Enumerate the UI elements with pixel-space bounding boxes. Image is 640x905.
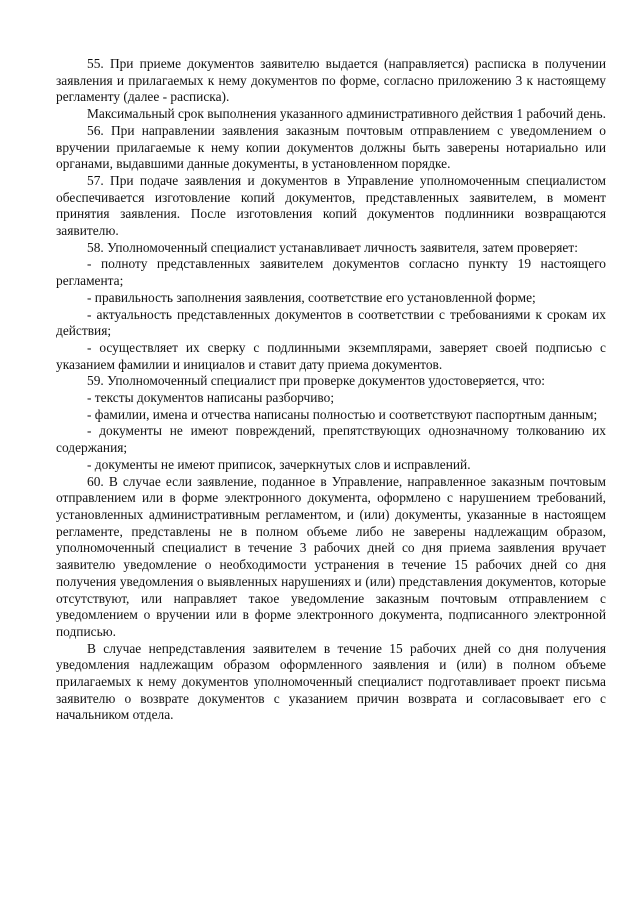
list-item-59-legible: - тексты документов написаны разборчиво; (87, 390, 335, 406)
paragraph-57: 57. При подаче заявления и документов в Управление уполномоченным специалистом обеспечивается изготовление копий документов, представленных заявителем, в момент принятия заявления. После изготовления копий документов подлинники возвращаются заявителю. (56, 172, 606, 239)
list-item-59-corrections: - документы не имеют приписок, зачеркнутых слов и исправлений. (87, 456, 471, 472)
paragraph-55: 55. При приеме документов заявителю выдается (направляется) расписка в получении заявления и прилагаемых к нему документов по форме, согласно приложению 3 к настоящему регламенту (далее - расписка). (56, 56, 606, 105)
paragraph-56: 56. При направлении заявления заказным почтовым отправлением с уведомлением о вручении прилагаемые к нему копии документов должны быть заверены нотариально или органами, выдавшими данные документы, в установленном порядке. (56, 122, 606, 172)
list-item-59-names: - фамилии, имена и отчества написаны полностью и соответствуют паспортным данным; (87, 406, 598, 422)
list-item-59-damage: - документы не имеют повреждений, препятствующих однозначному толкованию их содержания; (56, 423, 606, 456)
paragraph-59: 59. Уполномоченный специалист при проверке документов удостоверяется, что: (87, 373, 546, 389)
list-item-58-relevance: - актуальность представленных документов в соответствии с требованиями к срокам их действия; (56, 306, 606, 339)
paragraph-58: 58. Уполномоченный специалист устанавливает личность заявителя, затем проверяет: (87, 239, 578, 255)
paragraph-60: 60. В случае если заявление, поданное в Управление, направленное заказным почтовым отправлением или в форме электронного документа, оформлено с нарушением требований, установленных административным регламентом, и (или) документы, указанные в настоящем регламенте, представлены не в полном объеме либо не заверены надлежащим образом, уполномоченный специалист в течение 3 рабочих дней со дня приема заявления вручает заявителю уведомление о необходимости устранения в течение 15 рабочих дней со дня получения уведомления о выявленных нарушениях и (или) представления документов, которые отсутствуют, или направляет такое уведомление заказным почтовым отправлением с уведомлением о вручении или в форме электронного документа, подписанного электронной подписью. (56, 473, 606, 639)
paragraph-55-deadline: Максимальный срок выполнения указанного административного действия 1 рабочий день. (87, 106, 606, 122)
list-item-58-verification: - осуществляет их сверку с подлинными экземплярами, заверяет своей подписью с указанием фамилии и инициалов и ставит дату приема документов. (56, 339, 606, 372)
list-item-58-completeness: - полноту представленных заявителем документов согласно пункту 19 настоящего регламента; (56, 256, 606, 289)
list-item-58-correctness: - правильность заполнения заявления, соответствие его установленной форме; (87, 289, 536, 305)
paragraph-60-return: В случае непредставления заявителем в течение 15 рабочих дней со дня получения уведомления надлежащим образом оформленного заявления и (или) в полном объеме прилагаемых к нему документов уполномоченный специалист подготавливает проект письма заявителю о возврате документов с указанием причин возврата и согласовывает его с начальником отдела. (56, 640, 606, 723)
